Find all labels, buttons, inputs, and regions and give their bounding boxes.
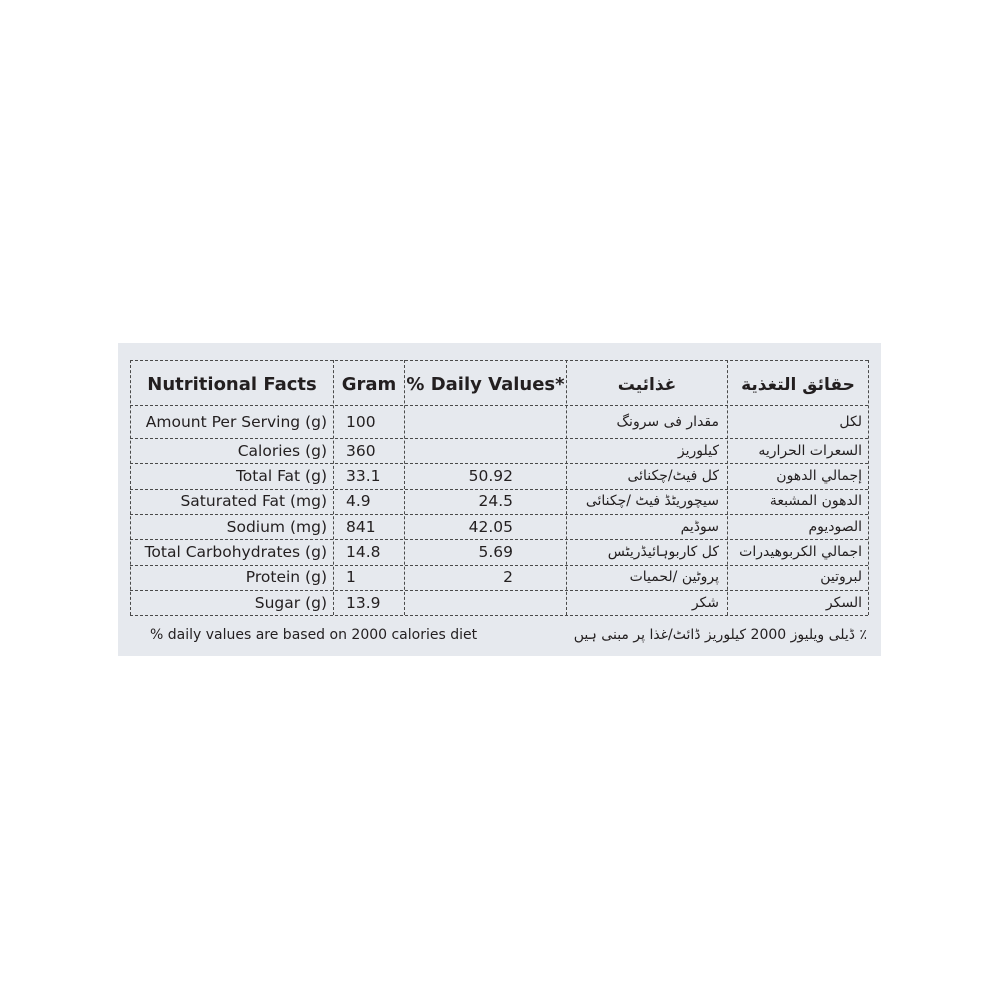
nutrient-name: Amount Per Serving (g) [145, 413, 327, 431]
gram-value: 360 [346, 442, 376, 460]
arabic-label: لكل [839, 414, 862, 430]
rule-top [130, 360, 868, 361]
gram-value: 13.9 [346, 594, 381, 612]
daily-value: 24.5 [478, 492, 513, 510]
rule-col [130, 360, 131, 615]
rule-bottom [130, 615, 868, 616]
urdu-label: کیلوریز [677, 443, 719, 459]
urdu-label: پروٹین /لحمیات [629, 569, 719, 585]
nutrient-name: Total Carbohydrates (g) [144, 543, 327, 561]
gram-value: 4.9 [346, 492, 371, 510]
daily-value: 50.92 [468, 467, 513, 485]
nutrition-panel [118, 343, 881, 656]
footnote-english: % daily values are based on 2000 calories diet [150, 627, 478, 643]
urdu-label: شکر [691, 595, 719, 611]
gram-value: 841 [346, 518, 376, 536]
arabic-label: إجمالي الدهون [776, 468, 862, 484]
arabic-label: السكر [825, 595, 862, 611]
gram-value: 100 [346, 413, 376, 431]
daily-value: 42.05 [468, 518, 513, 536]
rule-header [130, 405, 868, 406]
arabic-label: الدهون المشبعة [769, 493, 862, 509]
gram-value: 14.8 [346, 543, 381, 561]
nutrient-name: Saturated Fat (mg) [180, 492, 327, 510]
arabic-label: السعرات الحراريه [758, 443, 862, 459]
daily-value: 2 [503, 568, 513, 586]
footnote-urdu: ٪ ڈیلی ویلیوز 2000 کیلوریز ڈائٹ/غذا پر مبنی ہیں [573, 627, 867, 643]
nutrient-name: Protein (g) [245, 568, 327, 586]
urdu-label: سیچوریٹڈ فیٹ /چکنائی [585, 493, 719, 509]
gram-value: 33.1 [346, 467, 381, 485]
daily-value [405, 591, 513, 615]
arabic-label: لبروتين [820, 569, 862, 585]
header-nutritional-facts: Nutritional Facts [147, 374, 317, 395]
daily-value [405, 439, 513, 463]
header-daily-values: % Daily Values* [406, 374, 565, 395]
daily-value [405, 410, 513, 434]
header-gram: Gram [341, 374, 397, 395]
nutrient-name: Calories (g) [237, 442, 327, 460]
rule-col [868, 360, 869, 615]
header-arabic: حقائق التغذية [741, 375, 855, 395]
arabic-label: اجمالي الكربوهيدرات [739, 544, 862, 560]
nutrient-name: Total Fat (g) [235, 467, 327, 485]
urdu-label: سوڈیم [680, 519, 719, 535]
nutrient-name: Sodium (mg) [226, 518, 327, 536]
urdu-label: کل کاربوہائیڈریٹس [607, 544, 719, 560]
urdu-label: کل فیٹ/چکنائی [627, 468, 719, 484]
arabic-label: الصوديوم [808, 519, 862, 535]
header-urdu: غذائیت [617, 375, 677, 395]
daily-value: 5.69 [478, 543, 513, 561]
nutrient-name: Sugar (g) [254, 594, 327, 612]
urdu-label: مقدار فی سرونگ [616, 414, 719, 430]
gram-value: 1 [346, 568, 356, 586]
